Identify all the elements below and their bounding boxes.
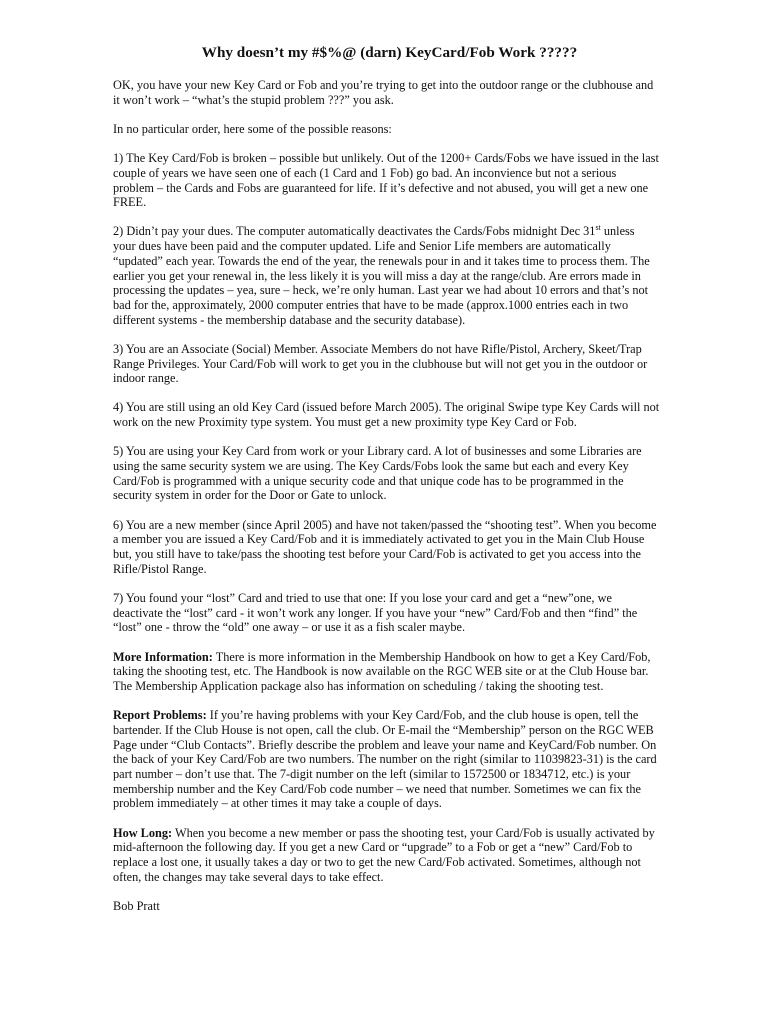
signature: Bob Pratt [113, 898, 160, 913]
reason-6-paragraph: 6) You are a new member (since April 2005) and have not taken/passed the “shooting test”. When you become a member you are issued a Key Card/Fob and it is immediately activated to get you in the Main Club House but, you still have to take/pass the shooting test before your Card/Fob is activated to get you access into the Rifle/Pistol Range. [113, 517, 657, 576]
report-problems-label: Report Problems: [113, 708, 207, 723]
reason-2-paragraph [113, 224, 660, 327]
report-problems-paragraph [113, 708, 660, 811]
how-long-paragraph [113, 826, 660, 885]
reason-5-paragraph: 5) You are using your Key Card from work or your Library card. A lot of businesses and some Libraries are using the same security system we are using. The Key Cards/Fobs look the same but each and every Key Card/Fob is programmed with a unique security code and that unique code has to be programmed in the security system in order for the Door or Gate to unlock. [113, 444, 642, 503]
intro-paragraph: OK, you have your new Key Card or Fob and you’re trying to get into the outdoor range or the clubhouse and it won’t work – “what’s the stupid problem ???” you ask. [113, 78, 654, 107]
reason-2-text-start: 2) Didn’t pay your dues. The computer automatically deactivates the Cards/Fobs midnight Dec 31 [113, 224, 596, 239]
report-problems-text: If you’re having problems with your Key Card/Fob, and the club house is open, tell the bartender. If the Club House is not open, call the club. Or E-mail the “Membership” person on the RGC WEB Page under “Club Contacts”. Briefly describe the problem and leave your name and KeyCard/Fob number. On the back of your Key Card/Fob are two numbers. The number on the right (similar to 11039823-31) is the card part number – don’t use that. The 7-digit number on the left (similar to 1572500 or 1834712, etc.) is your membership number and the Key Card/Fob code number – we need that number. Sometimes we can fix the problem immediately – at other times it may take a couple of days. [113, 708, 657, 811]
how-long-text: When you become a new member or pass the shooting test, your Card/Fob is usually activated by mid-afternoon the following day. If you get a new Card or “upgrade” to a Fob or get a “new” Card/Fob to replace a lost one, it usually takes a day or two to get the new Card/Fob activated. Sometimes, although not often, the changes may take several days to take effect. [113, 825, 655, 884]
reason-3-paragraph: 3) You are an Associate (Social) Member. Associate Members do not have Rifle/Pistol, Archery, Skeet/Trap Range Privileges. Your Card/Fob will work to get you in the clubhouse but will not get you in the outdoor or indoor range. [113, 341, 648, 386]
document-title: Why doesn’t my #$%@ (darn) KeyCard/Fob Work ????? [201, 44, 578, 61]
reason-4-paragraph: 4) You are still using an old Key Card (issued before March 2005). The original Swipe type Key Cards will not work on the new Proximity type system. You must get a new proximity type Key Card or Fob. [113, 400, 660, 430]
reason-2-text-end: unless your dues have been paid and the computer updated. Life and Senior Life members are automatically “updated” each year. Towards the end of the year, the renewals pour in and it takes time to process them. The earlier you get your renewal in, the less likely it is you will miss a day at the range/club. Are errors made in processing the updates – yea, sure – heck, we’re only human. Last year we had about 10 errors and that’s not bad for the, approximately, 2000 computer entries that have to be made (approx.1000 entries each in two different systems - the membership database and the security database). [113, 224, 650, 327]
more-information-label: More Information: [113, 649, 213, 664]
how-long-label: How Long: [113, 825, 173, 840]
order-note-paragraph: In no particular order, here some of the possible reasons: [113, 121, 392, 136]
reason-1-paragraph: 1) The Key Card/Fob is broken – possible but unlikely. Out of the 1200+ Cards/Fobs we have issued in the last couple of years we have seen one of each (1 Card and 1 Fob) go bad. An inconvience but not a serious problem – the Cards and Fobs are guaranteed for life. If it’s defective and not abused, you will get a new one FREE. [113, 151, 659, 210]
more-information-text: There is more information in the Membership Handbook on how to get a Key Card/Fob, taking the shooting test, etc. The Handbook is now available on the RGC WEB site or at the Club House bar. The Membership Application package also has information on scheduling / taking the shooting test. [113, 649, 651, 693]
reason-7-paragraph: 7) You found your “lost” Card and tried to use that one: If you lose your card and get a “new”one, we deactivate the “lost” card - it won’t work any longer. If you have your “new” Card/Fob and then “find” the “lost” one - throw the “old” one away – or use it as a fish scaler maybe. [113, 590, 638, 635]
more-information-paragraph [113, 650, 660, 694]
reason-2-superscript: st [595, 223, 601, 233]
